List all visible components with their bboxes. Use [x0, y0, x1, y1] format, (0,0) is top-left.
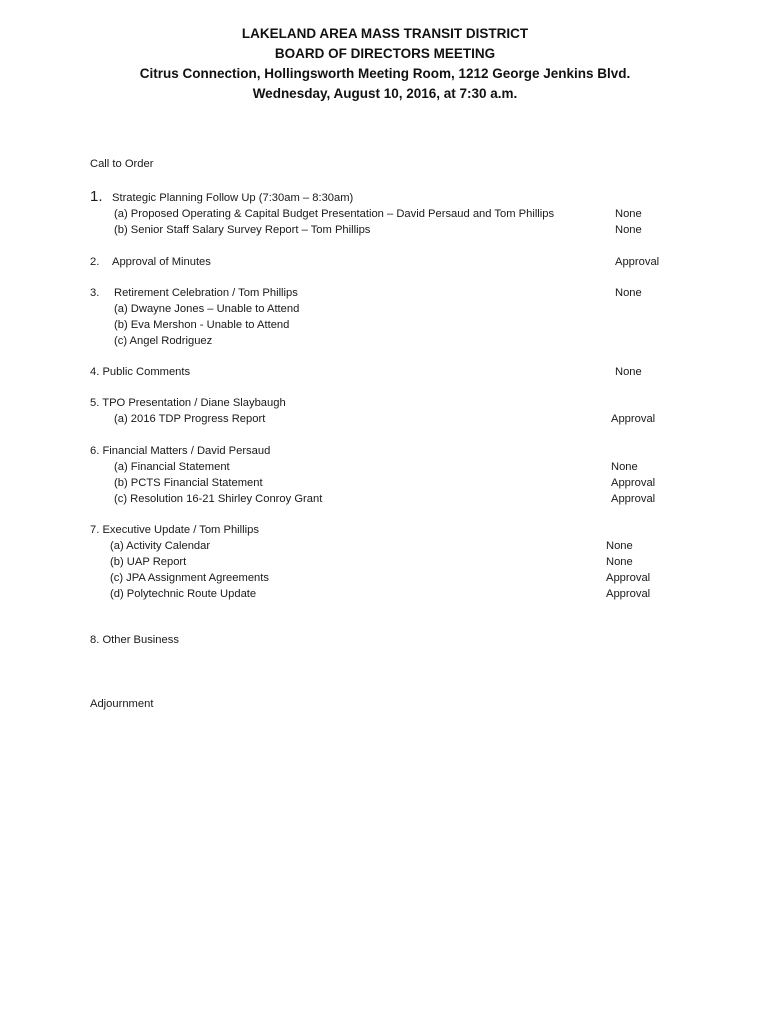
- item-6a-text: (a) Financial Statement: [114, 461, 230, 473]
- item-1b-status: None: [615, 224, 642, 236]
- item-7a-status: None: [606, 540, 633, 552]
- item-5a-status: Approval: [611, 413, 656, 425]
- item-6c-status: Approval: [611, 493, 656, 505]
- call-to-order: Call to Order: [90, 158, 154, 170]
- item-2-title: Approval of Minutes: [112, 256, 211, 268]
- item-3b-text: (b) Eva Mershon - Unable to Attend: [114, 319, 290, 331]
- item-1a-status: None: [615, 208, 642, 220]
- item-3-number: 3.: [90, 287, 100, 299]
- item-4-status: None: [615, 366, 642, 378]
- item-7b-status: None: [606, 556, 633, 568]
- organization-name: LAKELAND AREA MASS TRANSIT DISTRICT: [241, 26, 529, 41]
- item-2-status: Approval: [615, 256, 660, 268]
- item-6b-text: (b) PCTS Financial Statement: [114, 477, 263, 489]
- item-7d-status: Approval: [606, 588, 651, 600]
- item-3c-text: (c) Angel Rodriguez: [114, 335, 213, 347]
- item-6b-status: Approval: [611, 477, 656, 489]
- item-5-label: 5. TPO Presentation / Diane Slaybaugh: [90, 397, 286, 409]
- item-7c-text: (c) JPA Assignment Agreements: [110, 572, 269, 584]
- meeting-location: Citrus Connection, Hollingsworth Meeting Room, 1212 George Jenkins Blvd.: [139, 66, 631, 81]
- meeting-datetime: Wednesday, August 10, 2016, at 7:30 a.m.: [252, 86, 518, 101]
- item-6-label: 6. Financial Matters / David Persaud: [90, 445, 271, 457]
- item-1b-text: (b) Senior Staff Salary Survey Report – Tom Phillips: [114, 224, 371, 236]
- item-7a-text: (a) Activity Calendar: [110, 540, 211, 552]
- item-3-title: Retirement Celebration / Tom Phillips: [114, 287, 298, 299]
- meeting-title: BOARD OF DIRECTORS MEETING: [274, 46, 496, 61]
- adjournment: Adjournment: [90, 698, 154, 710]
- item-5a-text: (a) 2016 TDP Progress Report: [114, 413, 266, 425]
- item-1-number: 1.: [90, 188, 103, 205]
- item-3-status: None: [615, 287, 642, 299]
- item-7b-text: (b) UAP Report: [110, 556, 187, 568]
- item-4-label: 4. Public Comments: [90, 366, 191, 378]
- item-3a-text: (a) Dwayne Jones – Unable to Attend: [114, 303, 300, 315]
- item-8-label: 8. Other Business: [90, 634, 179, 646]
- item-2-number: 2.: [90, 256, 100, 268]
- agenda-header: [0, 24, 770, 104]
- item-7d-text: (d) Polytechnic Route Update: [110, 588, 257, 600]
- item-6a-status: None: [611, 461, 638, 473]
- item-1a-text: (a) Proposed Operating & Capital Budget Presentation – David Persaud and Tom Phillips: [114, 208, 555, 220]
- item-7-label: 7. Executive Update / Tom Phillips: [90, 524, 259, 536]
- item-7c-status: Approval: [606, 572, 651, 584]
- item-1-title: Strategic Planning Follow Up (7:30am – 8:30am): [112, 192, 354, 204]
- item-6c-text: (c) Resolution 16-21 Shirley Conroy Grant: [114, 493, 323, 505]
